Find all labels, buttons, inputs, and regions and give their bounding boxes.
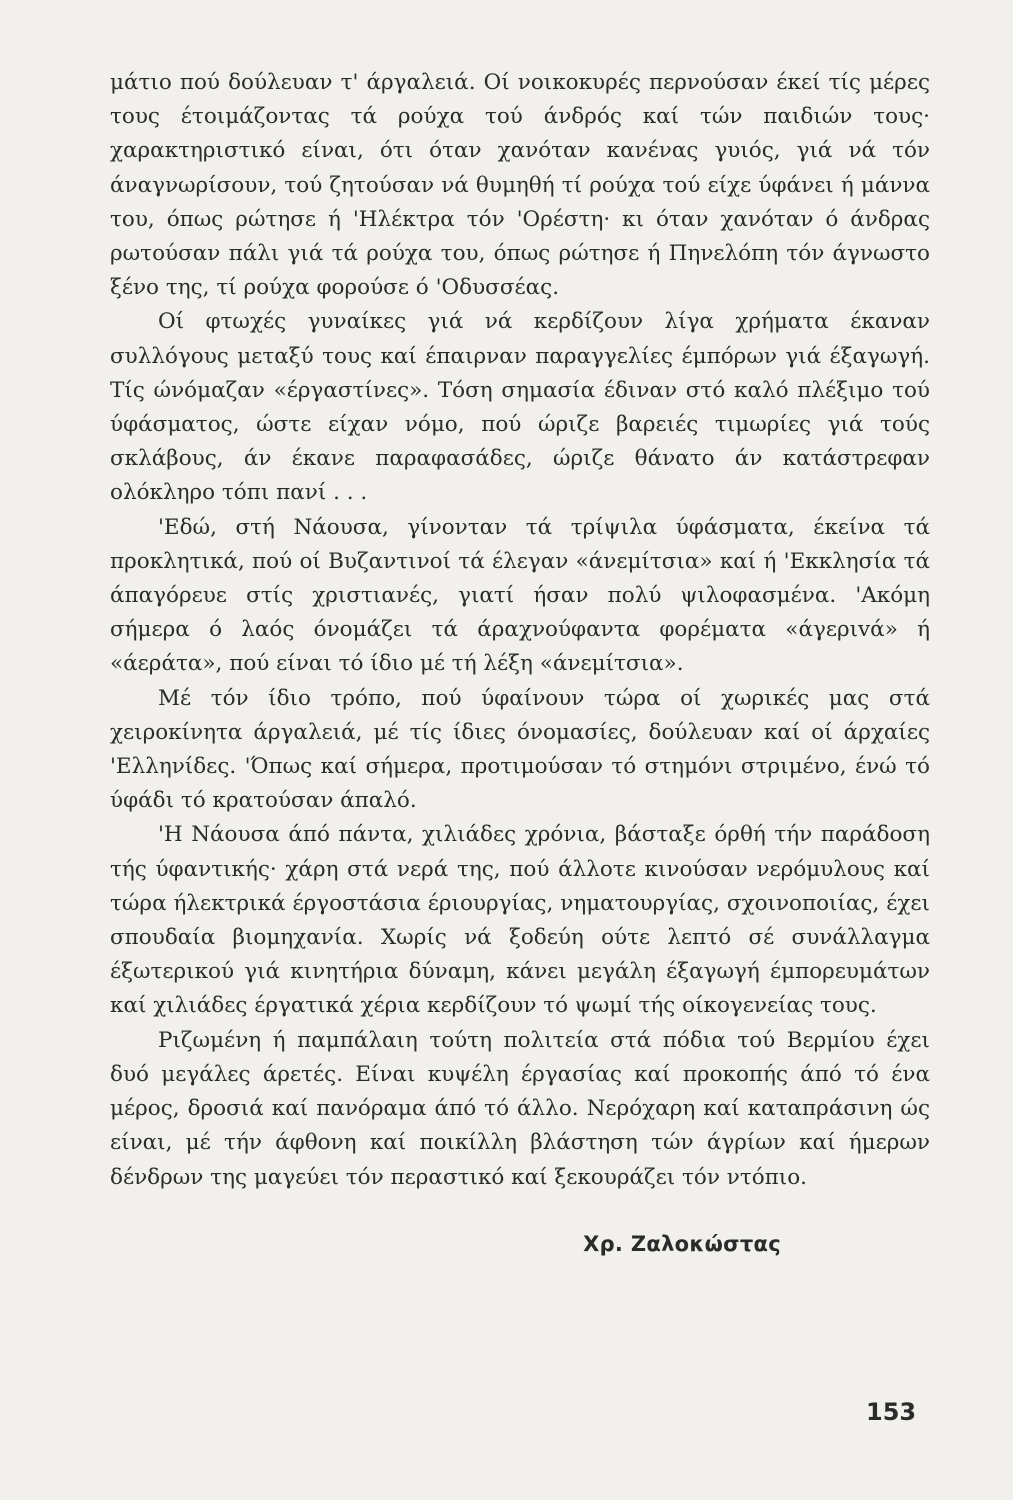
paragraph-4: Μέ τόν ίδιο τρόπο, πού ύφαίνουν τώρα οί χωρικές μας στά χειροκίνητα άργαλειά, μέ τίς ίδιες όνομασίες, δούλευαν καί οί άρχαίες 'Ελληνίδες. 'Όπως καί σήμερα, προτιμούσαν τό στημόνι στριμένο, ένώ τό ύφάδι τό κρατούσαν άπαλό.: [110, 685, 930, 814]
paragraph-5: 'Η Νάουσα άπό πάντα, χιλιάδες χρόνια, βάσταξε όρθή τήν παράδοση τής ύφαντικής· χάρη στά νερά της, πού άλλοτε κινούσαν νερόμυλους καί τώρα ήλεκτρικά έργοστάσια έριουργίας, νηματουργίας, σχοινοποιίας, έχει σπουδαία βιομηχανία. Χωρίς νά ξοδεύη ούτε λεπτό σέ συνάλλαγμα έξωτερικού γιά κινητήρια δύναμη, κάνει μεγάλη έξαγωγή έμπορευμάτων καί χιλιάδες έργατικά χέρια κερδίζουν τό ψωμί τής οίκογενείας τους.: [110, 822, 930, 1019]
article-body: [110, 66, 930, 1195]
paragraph-1: μάτιο πού δούλευαν τ' άργαλειά. Οί νοικοκυρές περνούσαν έκεί τίς μέρες τους έτοιμάζοντας τά ρούχα τού άνδρός καί τών παιδιών τους· χαρακτηριστικό είναι, ότι όταν χανόταν κανένας γυιός, γιά νά τόν άναγνωρίσουν, τού ζητούσαν νά θυμηθή τί ρούχα τού είχε ύφάνει ή μάννα του, όπως ρώτησε ή 'Ηλέκτρα τόν 'Ορέστη· κι όταν χανόταν ό άνδρας ρωτούσαν πάλι γιά τά ρούχα του, όπως ρώτησε ή Πηνελόπη τόν άγνωστο ξένο της, τί ρούχα φορούσε ό 'Οδυσσέας.: [110, 70, 930, 301]
paragraph-3: 'Εδώ, στή Νάουσα, γίνονταν τά τρίψιλα ύφάσματα, έκείνα τά προκλητικά, πού οί Βυζαντινοί τά έλεγαν «άνεμίτσια» καί ή 'Εκκλησία τά άπαγόρευε στίς χριστιανές, γιατί ήσαν πολύ ψιλοφασμένα. 'Ακόμη σήμερα ό λαός όνομάζει τά άραχνούφαντα φορέματα «άγεριvά» ή «άεράτα», πού είναι τό ίδιο μέ τή λέξη «άνεμίτσια».: [110, 514, 930, 677]
paragraph-6: Ριζωμένη ή παμπάλαιη τούτη πολιτεία στά πόδια τού Βερμίου έχει δυό μεγάλες άρετές. Είναι κυψέλη έργασίας καί προκοπής άπό τό ένα μέρος, δροσιά καί πανόραμα άπό τό άλλο. Νερόχαρη καί καταπράσινη ώς είναι, μέ τήν άφθονη καί ποικίλλη βλάστηση τών άγρίων καί ήμερων δένδρων της μαγεύει τόν περαστικό καί ξεκουράζει τόν ντόπιο.: [110, 1027, 930, 1190]
page-number: 153: [866, 1398, 917, 1426]
author-signature: Χρ. Ζαλοκώστας: [583, 1232, 781, 1256]
paragraph-2: Οί φτωχές γυναίκες γιά νά κερδίζουν λίγα χρήματα έκαναν συλλόγους μεταξύ τους καί έπαιρναν παραγγελίες έμπόρων γιά έξαγωγή. Τίς ώνόμαζαν «έργαστίνες». Τόση σημασία έδιναν στό καλό πλέξιμο τού ύφάσματος, ώστε είχαν νόμο, πού ώριζε βαρειές τιμωρίες γιά τούς σκλάβους, άν έκανε παραφασάδες, ώριζε θάνατο άν κατάστρεφαν ολόκληρο τόπι πανί . . .: [110, 309, 930, 506]
